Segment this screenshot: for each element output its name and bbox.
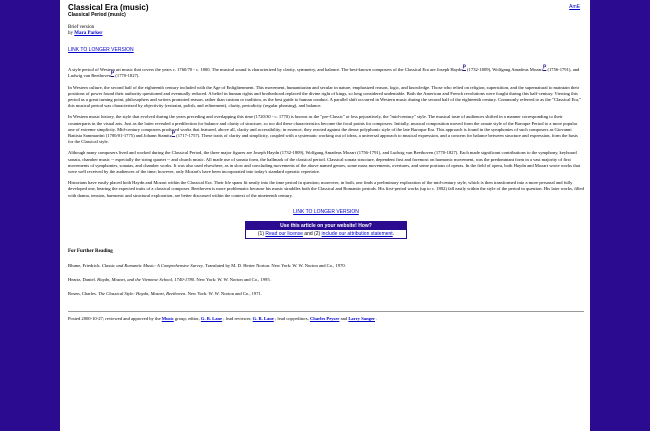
longer-version-top [68,47,584,53]
editor-link[interactable]: G. B. Lane [200,316,223,322]
paragraph-text: (1770-1827). [114,73,140,79]
paragraph-text: In Western music history, the style that evolved during the years preceding and overlapping this time (1720/30 - c. 1770) is known as the "pre-Classic" or less pejoratively, the "mid-century" style. The musical taste of audiences shifted in a manner corresponding to their counterparts in the visual arts. Just as the latter revealed a predilection for balance and clarity of structure, so too did these characteristics become the focal points for composers. Initially, musical composition moved from the ornate style of the Baroque Period to a more popular one of extreme simplicity. Mid-century composers produced works that featured, above all, clarity and accessibility; in essence, they reacted against the dense polyphonic style of the late Baroque Era. This approach is found in the symphonies of such composers as Giovanni Battista Sammartini (1700/01-1775) and Johann Stamitz [68,114,578,139]
ref-details: . Translated by M. D. Herter Norton. New York: W. W. Norton and Co., 1970. [202,263,346,269]
copyeditor-link-2[interactable]: Larry Sanger [348,316,376,322]
ref-author: Rosen, Charles. [68,291,99,297]
further-reading-heading: For Further Reading [68,249,113,255]
paragraph-1 [68,64,584,79]
banner-body [246,230,406,238]
sound-link-icon[interactable]: P [542,64,547,71]
paragraph-4: Although many composers lived and worked during the Classical Period, the three major figures are Joseph Haydn (1732-1809), Wolfgang Amadeus Mozart (1756-1791), and Ludwig van Beethoven (1770-1827). Each made significant contributions to the symphony, keyboard sonata, chamber music -- especially the string quartet -- and church music. All made use of sonata form, the hallmark of the classical period. Classical sonata structure, dependent first and foremost on harmonic movement, was the predominant form in a vast majority of first movements of symphonies, sonatas, and chamber works. It was also used elsewhere, as in slow and concluding movements of the above named genres, some mass movements, overtures, and some portions of operas. In the field of opera, both Haydn and Mozart wrote works that were well received by the audiences of the time; however, only Mozart's have been incorporated into today's standard operatic repertoire. [68,150,581,175]
longer-version-bottom [68,209,584,215]
paragraph-2: In Western culture, the second half of the eighteenth century included with the Age of Enlightenment. This movement, humanitarian and secular in nature, emphasized reason, logic, and knowledge. Those who relied on religion, superstition, and the supernatural to maintain their positions of power found their authority questioned and eventually reduced. A belief in human rights and brotherhood replaced the divine right of kings, so long considered undeniable. Both the American and French revolutions were fought during this half-century. Viewing this period as a great turning point, philosophers and writers promoted reason, rather than custom or tradition, as the best guide to human conduct. A parallel shift occurred in Western music during the second half of the eighteenth century. Commonly referred to as the "Classical Era," this musical period was characterized by objectivity (restraint, polish, and refinement), clarity, periodicity (regular phrasing), and balance. [68,84,582,109]
ref-details: . New York: W. W. Norton and Co., 1971. [185,291,262,297]
paragraph-3 [68,114,584,145]
paragraph-5: Historians have easily placed both Haydn and Mozart within the Classical Era. Their life spans fit neatly into the time period in question; moreover, in both, one finds a preliminary exploration of the mid-century style, which is then transformed into a more personal and fully developed one, bearing the expected traits of a classical composer. Beethoven is more problematic because his music straddles both the Classical and Romantic periods. His first-period works (up to c. 1802) fall easily within the style of the period in question. His later works, filled with drama, tension, harmonic and structural exploration, are better discussed within the context of the nineteenth century. [68,180,584,198]
license-link[interactable]: Read our license [265,231,303,238]
longer-version-link-bottom[interactable]: LINK TO LONGER VERSION [293,208,359,215]
banner-heading: Use this article on your website! How? [246,222,406,230]
ame-link[interactable]: AmE [569,4,580,10]
byline [68,25,584,37]
article-body [68,64,584,199]
banner-text: and (2) [302,231,322,238]
banner-text: . [392,231,395,238]
paragraph-text: (1717-1757). These traits of clarity and simplicity, coupled with a systematic working out of ideas, a universal approach to musical expression, and a concern for balance between structure and expression, form the basis for the Classical style. [68,133,578,145]
longer-version-link-top[interactable]: LINK TO LONGER VERSION [68,47,134,53]
footer-text: . [375,316,378,322]
ref-title: Haydn, Mozart, and the Viennese School, 1740-1780 [97,277,195,283]
footer-text: and [339,316,349,322]
page-subtitle: Classical Period (music) [68,12,126,18]
ref-author: Heartz, Daniel. [68,277,98,283]
footer-text: ; lead reviewer, [222,316,253,322]
by-label: by [68,31,73,36]
lead-reviewer-link[interactable]: G. B. Lane [252,316,274,322]
paragraph-text: A style period of Western art music that covers the years c. 1760/70 - c. 1800. The musical sound is characterized by clarity, symmetry, and balance. The best-known composers of the Classical Era are Joseph Haydn [68,67,463,73]
sound-link-icon[interactable]: P [110,70,115,77]
footer-text: group; editor, [173,316,201,322]
attribution-link[interactable]: include our attribution statement [321,231,393,238]
sound-link-icon[interactable]: P [462,64,466,71]
music-group-link[interactable]: Music [161,316,174,322]
attribution-banner [245,221,407,239]
banner-text: (1) [257,231,266,238]
ref-author: Blume, Friedrich. [68,263,102,269]
article-page [60,0,590,431]
brief-version-label: Brief version [68,25,95,30]
reference-item [68,277,584,283]
paragraph-text: (1732-1809), Wolfgang Amadeus Mozart [465,67,543,73]
copyeditor-link-1[interactable]: Charles Peyser [309,316,340,322]
sound-link-icon[interactable]: P [171,130,176,137]
ref-title: The Classical Style: Haydn, Mozart, Beethoven [98,291,186,297]
footer-text: Posted 2000-10-27; reviewed and approved by the [68,316,162,322]
ref-title: Classic and Romantic Music: A Comprehensive Survey [101,263,203,269]
author-link[interactable]: Mara Parker [74,31,103,36]
ref-details: . New York: W. W. Norton and Co., 1995. [194,277,271,283]
footer-text: ; lead copyeditors, [273,316,310,322]
paragraph-text: (1756-1791), and Ludwig van Beethoven [68,67,580,79]
reference-item [68,291,584,297]
reference-item [68,263,584,269]
page-title: Classical Era (music) [68,3,149,12]
review-footer [68,311,584,322]
